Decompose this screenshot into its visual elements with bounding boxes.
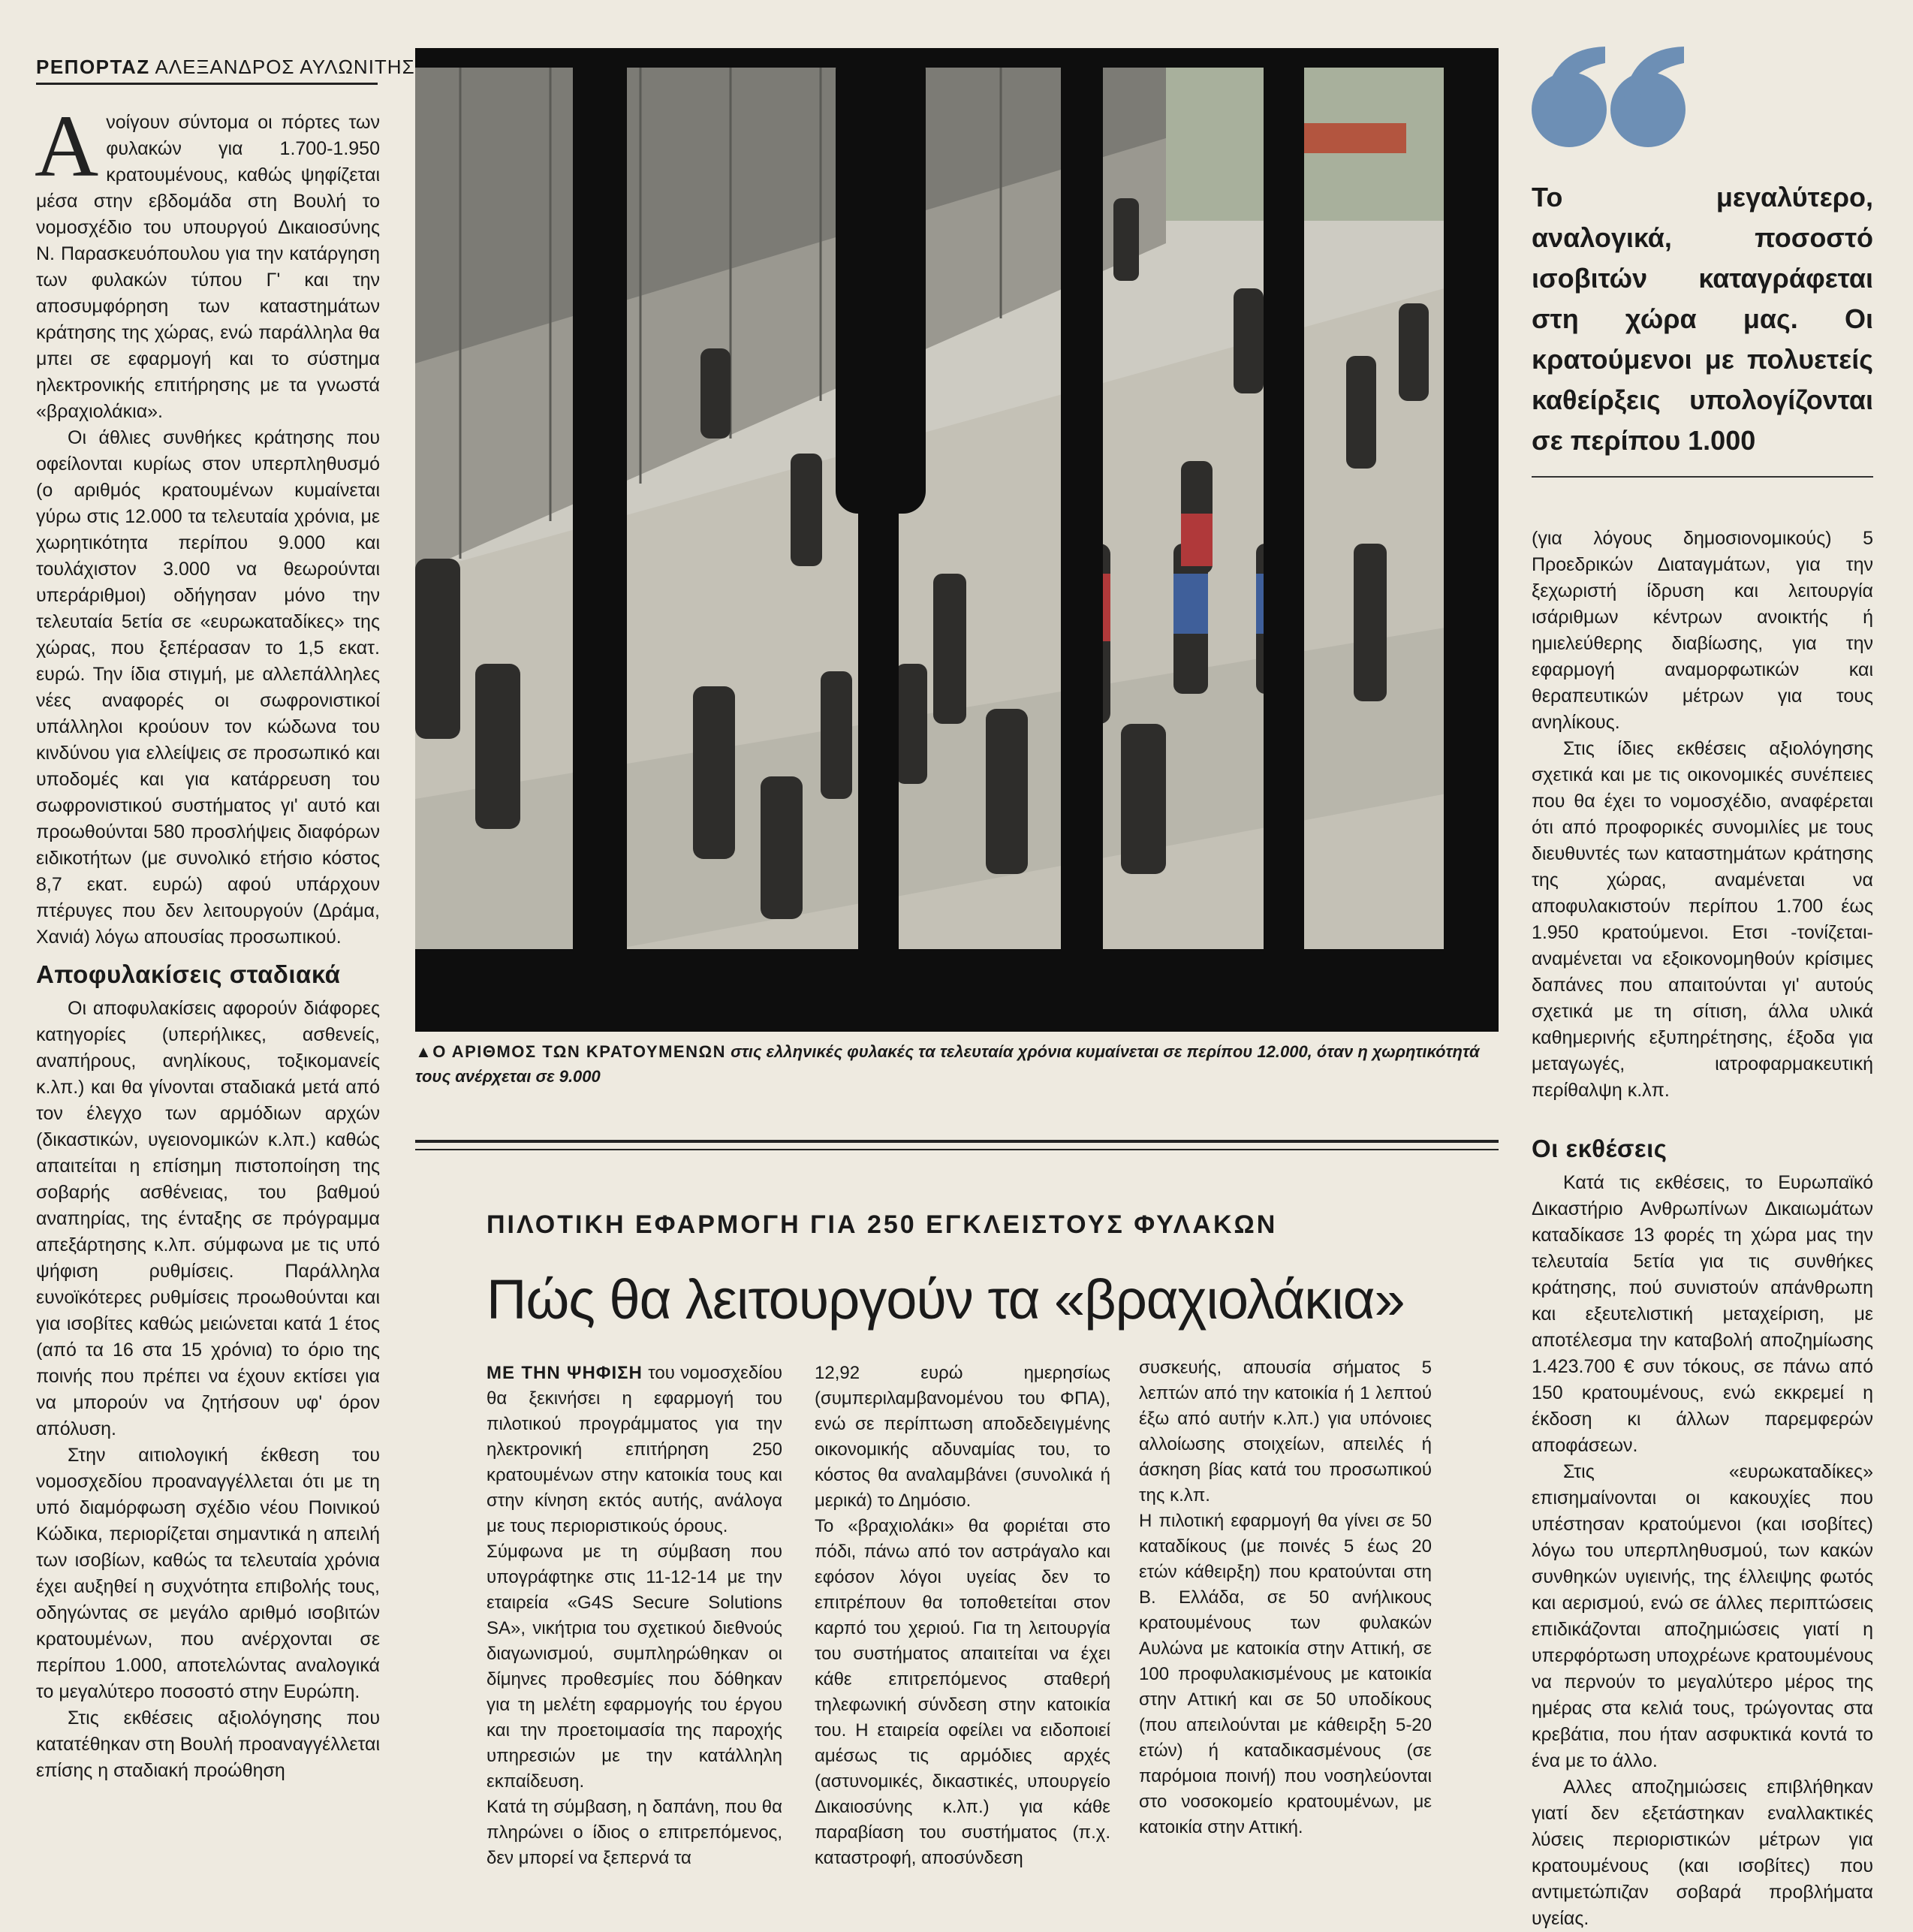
paragraph-3: Οι αποφυλακίσεις αφορούν διάφορες κατηγορίες (υπερήλικες, ασθενείς, αναπήρους, ανηλίκους, τοξικομανείς κ.λπ.) και θα γίνονται σταδιακά μετά από τον έλεγχο των αρμόδιων αρχών (δικαστικών, υγειονομικών κ.λπ.) καθώς απαιτείται η επίσημη πιστοποίηση της σοβαρής ασθένειας, του βαθμού αναπηρίας, της ένταξης σε πρόγραμμα απεξάρτησης κ.λπ. σύμφωνα με τις υπό ψήφιση ρυθμίσεις. Παράλληλα ευνοϊκότερες ρυθμίσεις προωθούνται και για ισοβίτες καθώς μειώνεται κατά 1 έτος (από τα 16 στα 15 χρόνια) το όριο της ποινής που πρέπει να έχουν εκτίσει για να μπορούν να ζητήσουν υφ' όρον απόλυση. [36,998,380,1439]
sidebar-column-3 [1139,1355,1432,1840]
pull-quote: Το μεγαλύτερο, αναλογικά, ποσοστό ισοβιτών καταγράφεται στη χώρα μας. Οι κρατούμενοι με πολυετείς καθείρξεις υπολογίζονται σε περίπου 1.000 [1532,182,1873,456]
prison-yard-photo [415,48,1499,1032]
prison-yard-illustration [415,48,1499,1032]
article-column-5 [1532,526,1873,1932]
paragraph-4: Στην αιτιολογική έκθεση του νομοσχεδίου προαναγγέλλεται ότι με τη υπό διαμόρφωση σχέδιο νέου Ποινικού Κώδικα, περιορίζεται σημαντικά η απειλή των ισοβίων, καθώς τα τελευταία χρόνια έχει αυξηθεί η συχνότητα επιβολής τους, οδηγώντας σε μεγάλο αριθμό ισοβιτών κρατουμένων, που ανέρχονται σε περίπου 1.000, αποτελώντας αναλογικά το μεγαλύτερο ποσοστό στην Ευρώπη. [36,1445,380,1702]
subheading-releases: Αποφυλακίσεις σταδιακά [36,960,341,988]
paragraph-1-text: νοίγουν σύντομα οι πόρτες των φυλακών για 1.700-1.950 κρατουμένους, καθώς ψηφίζεται μέσα στην εβδομάδα στη Βουλή το νομοσχέδιο του υπουργού Δικαιοσύνης Ν. Παρασκευόπουλου για την κατάργηση των φυλακών τύπου Γ' και την αποσυμφόρηση των καταστημάτων κράτησης της χώρας, ενώ παράλληλα θα μπει σε εφαρμογή και το σύστημα ηλεκτρονικής επιτήρησης με τα γνωστά «βραχιολάκια». [36,112,380,422]
subheading-reports: Οι εκθέσεις [1532,1135,1667,1162]
paragraph-1 [35,97,380,425]
sidebar-c1-p1-text: του νομοσχεδίου θα ξεκινήσει η εφαρμογή του πιλοτικού προγράμματος για την ηλεκτρονική επιτήρηση 250 κρατουμένων στην κατοικία τους και στην κίνηση εκτός αυτής, ανάλογα με τους περιοριστικούς όρους. [487,1363,783,1536]
byline [36,56,415,85]
sidebar-c3-p2: Η πιλοτική εφαρμογή θα γίνει σε 50 καταδίκους (με ποινές 5 έως 20 ετών κάθειρξη) που κρατούνται στη Β. Ελλάδα, σε 50 ανήλικους κρατουμένους των φυλακών Αυλώνα με κατοικία στην Αττική, σε 100 προφυλακισμένους με κατοικία στην Αττική και σε 50 υποδίκους (που απειλούνται με κάθειρξη 5-20 ετών) ή καταδικασμένους (σε παρόμοια ποινή) που νοσηλεύονται στο νοσοκομείο κρατουμένων, με κατοικία στην Αττική. [1139,1511,1432,1837]
col5-paragraph-5: Αλλες αποζημιώσεις επιβλήθηκαν γιατί δεν εξετάστηκαν εναλλακτικές λύσεις περιοριστικών μέτρων για κρατουμένους (και ισοβίτες) που αντιμετώπιζαν σοβαρά προβλήματα υγείας. [1532,1777,1873,1929]
sidebar-column-2 [815,1361,1110,1871]
sidebar-headline: Πώς θα λειτουργούν τα «βραχιολάκια» [487,1268,1405,1331]
sidebar-c3-p1: συσκευής, απουσία σήματος 5 λεπτών από την κατοικία ή 1 λεπτού έξω από αυτήν κ.λπ.) για υπόνοιες αλλοίωσης στοιχείων, απειλές ή άσκηση βίας κατά του προσωπικού της κ.λπ. [1139,1358,1432,1506]
byline-label: ΡΕΠΟΡΤΑΖ [36,56,150,78]
section-divider [415,1140,1499,1150]
sidebar-lead: ΜΕ ΤΗΝ ΨΗΦΙΣΗ [487,1363,643,1383]
article-column-1 [35,97,380,1784]
sidebar-c2-p1: 12,92 ευρώ ημερησίως (συμπεριλαμβανομένου του ΦΠΑ), ενώ σε περίπτωση αποδεδειγμένης οικονομικής αδυναμίας του, το κόστος θα αναλαμβάνει (συνολικά ή μερικά) το Δημόσιο. [815,1363,1110,1511]
paragraph-5: Στις εκθέσεις αξιολόγησης που κατατέθηκαν στη Βουλή προαναγγέλλεται επίσης η σταδιακή προώθηση [36,1707,380,1781]
caption-lead: ▲Ο ΑΡΙΘΜΟΣ ΤΩΝ ΚΡΑΤΟΥΜΕΝΩΝ [415,1042,727,1061]
paragraph-2: Οι άθλιες συνθήκες κράτησης που οφείλονται κυρίως στον υπερπληθυσμό (ο αριθμός κρατουμένων κυμαίνεται γύρω στις 12.000 τα τελευταία χρόνια, με χωρητικότητα περίπου 9.000 και τουλάχιστον 3.000 να θεωρούνται υπεράριθμοι) οδήγησαν μόνο την τελευταία 5ετία σε «ευρωκαταδίκες» της χώρας, που ξεπέρασαν το 1,5 εκατ. ευρώ. Την ίδια στιγμή, με αλλεπάλληλες νέες αναφορές οι σωφρονιστικοί υπάλληλοι κρούουν τον κώδωνα του κινδύνου για ελλείψεις σε προσωπικό και υποδομές και για κατάρρευση του σωφρονιστικού συστήματος γι' αυτό και προωθούνται 580 προσλήψεις διαφόρων ειδικοτήτων (με συνολικό ετήσιο κόστος 8,7 εκατ. ευρώ) αφού υπάρχουν πτέρυγες που δεν λειτουργούν (Δράμα, Χανιά) λόγω απουσίας προσωπικού. [36,427,380,948]
sidebar-column-1 [487,1361,782,1871]
sidebar-kicker: ΠΙΛΟΤΙΚΗ ΕΦΑΡΜΟΓΗ ΓΙΑ 250 ΕΓΚΛΕΙΣΤΟΥΣ ΦΥΛΑΚΩΝ [487,1210,1278,1239]
sidebar-c1-p2: Σύμφωνα με τη σύμβαση που υπογράφτηκε στις 11-12-14 με την εταιρεία «G4S Secure Solutions SA», νικήτρια του σχετικού διεθνούς διαγωνισμού, συμπληρώθηκαν οι δίμηνες προθεσμίες που δόθηκαν για τη μελέτη εφαρμογής του έργου και την προετοιμασία της παροχής υπηρεσιών με την κατάλληλη εκπαίδευση. [487,1542,782,1792]
col5-paragraph-4: Στις «ευρωκαταδίκες» επισημαίνονται οι κακουχίες που υπέστησαν κρατούμενοι (και ισοβίτες) λόγω του υπερπληθυσμού, των κακών συνθηκών υγιεινής, της έλλειψης φωτός και αερισμού, ενώ σε άλλες περιπτώσεις επιδικάζονται αποζημιώσεις γιατί η υπερφόρτωση υποχρέωνε κρατουμένους να περνούν το μεγαλύτερο μέρος της ημέρας στα κελιά τους, τρώγοντας στα κρεβάτια, που ήταν ασφυκτικά κοντά το ένα με το άλλο. [1532,1461,1873,1771]
pull-quote-rule [1532,476,1873,478]
caption-text: στις ελληνικές φυλακές τα τελευταία χρόνια κυμαίνεται σε περίπου 12.000, όταν η χωρητικότητά τους ανέρχεται σε 9.000 [415,1042,1480,1086]
drop-cap: Α [35,97,99,195]
sidebar-c1-p3: Κατά τη σύμβαση, η δαπάνη, που θα πληρώνει ο ίδιος ο επιτρεπόμενος, δεν μπορεί να ξεπερνά τα [487,1797,782,1868]
col5-paragraph-1: (για λόγους δημοσιονομικούς) 5 Προεδρικών Διαταγμάτων, για την ξεχωριστή ίδρυση και λειτουργία ισάριθμων κέντρων ανοικτής ή ημιελεύθερης διαβίωσης, για την εφαρμογή αναμορφωτικών και θεραπευτικών μέτρων για τους ανηλίκους. [1532,528,1873,733]
byline-author: ΑΛΕΞΑΝΔΡΟΣ ΑΥΛΩΝΙΤΗΣ [155,56,415,78]
col5-paragraph-3: Κατά τις εκθέσεις, το Ευρωπαϊκό Δικαστήριο Ανθρωπίνων Δικαιωμάτων καταδίκασε 13 φορές τη χώρα μας την τελευταία 5ετία για τις συνθήκες κράτησης, πού συνιστούν απάνθρωπη και εξευτελιστική μεταχείριση, με αποτέλεσμα την καταβολή αποζημίωσης 1.423.700 € συν τόκους, σε πάνω από 150 κρατουμένους, ενώ εκκρεμεί η έκδοση κι άλλων παρεμφερών αποφάσεων. [1532,1172,1873,1456]
sidebar-c2-p2: Το «βραχιολάκι» θα φοριέται στο πόδι, πάνω από τον αστράγαλο και εφόσον λόγοι υγείας δεν το επιτρέπουν θα τοποθετείται στον καρπό του χεριού. Για τη λειτουργία του συστήματος απαιτείται να έχει κάθε επιτρεπόμενος σταθερή τηλεφωνική σύνδεση στην κατοικία του. Η εταιρεία οφείλει να ειδοποιεί αμέσως τις αρμόδιες αρχές (αστυνομικές, δικαστικές, υπουργείο Δικαιοσύνης κ.λπ.) για κάθε παραβίαση του συστήματος (π.χ. καταστροφή, αποσύνδεση [815,1516,1110,1868]
photo-caption [415,1039,1499,1089]
sidebar-c1-p1 [487,1361,782,1539]
quote-icon [1530,41,1688,153]
col5-paragraph-2: Στις ίδιες εκθέσεις αξιολόγησης σχετικά και με τις οικονομικές συνέπειες που θα έχει το νομοσχέδιο, αναφέρεται ότι από προφορικές συνομιλίες με τους διευθυντές των καταστημάτων κράτησης της χώρας, αναμένεται να αποφυλακιστούν περίπου 1.700 έως 1.950 κρατούμενοι. Ετσι -τονίζεται- αναμένεται να εξοικονομηθούν κρίσιμες δαπάνες που απαιτούνται γι' αυτούς σχετικά με τη σίτιση, άλλα υλικά καθημερινής εξυπηρέτησης, έξοδα για μεταγωγές, ιατροφαρμακευτική περίθαλψη κ.λπ. [1532,738,1873,1101]
